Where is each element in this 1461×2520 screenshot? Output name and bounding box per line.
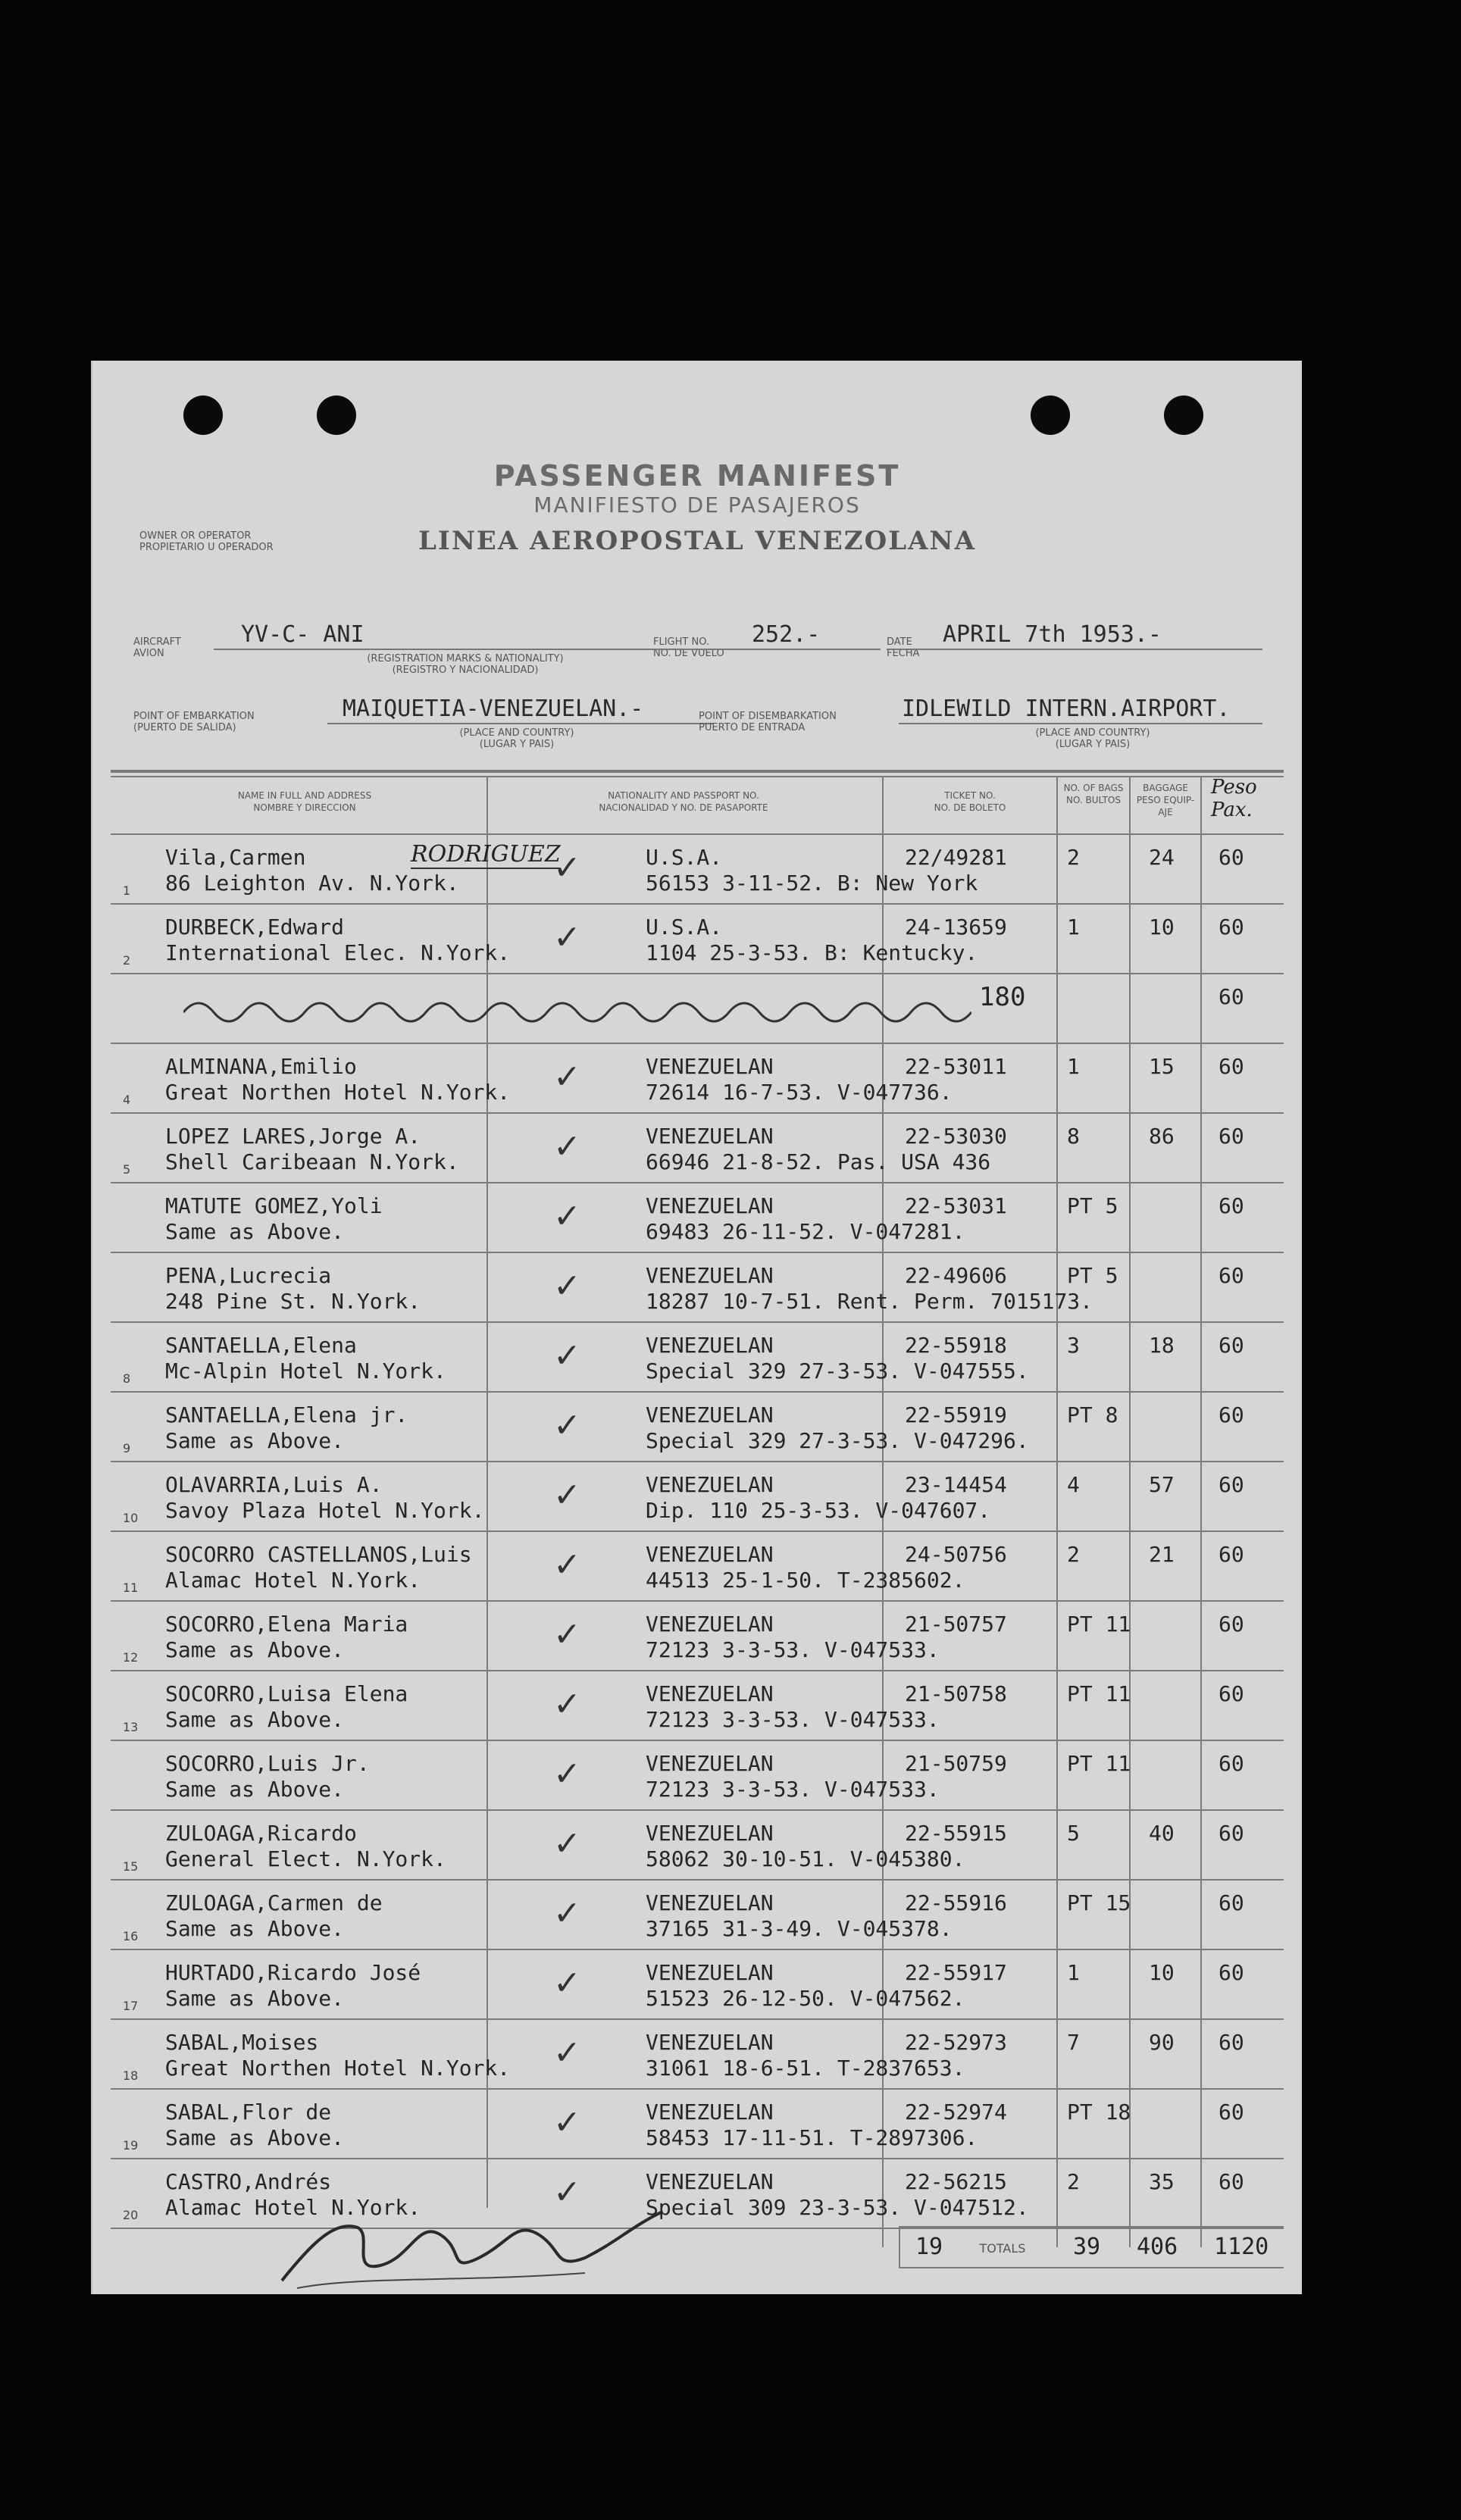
cell-bags: 1 — [1067, 915, 1080, 940]
cell-passport: 58062 30-10-51. V-045380. — [646, 1846, 965, 1871]
cell-passport: 69483 26-11-52. V-047281. — [646, 1219, 965, 1244]
cell-bags: 1 — [1067, 1054, 1080, 1079]
row-number: 17 — [123, 1999, 139, 2013]
check-mark: ✓ — [553, 1337, 581, 1375]
row-rule — [111, 1321, 1284, 1323]
totals-baggage: 406 — [1137, 2234, 1178, 2260]
cell-wt: 40 — [1149, 1821, 1175, 1846]
totals-bottom-rule — [899, 2267, 1284, 2268]
cell-bags: 7 — [1067, 2030, 1080, 2055]
check-mark: ✓ — [553, 2173, 581, 2212]
column-divider — [1129, 776, 1131, 2247]
row-number: 1 — [123, 883, 131, 898]
column-header-nationality — [494, 789, 873, 814]
cell-bags: PT 11 — [1067, 1612, 1131, 1637]
column-header-baggage-es: PESO EQUIP-AJE — [1136, 795, 1195, 818]
row-rule — [111, 1112, 1284, 1114]
column-header-ticket-en: TICKET NO. — [944, 790, 996, 801]
cell-wt: 24 — [1149, 845, 1175, 870]
check-mark: ✓ — [553, 1685, 581, 1724]
row-rule — [111, 1461, 1284, 1462]
cell-wt: 18 — [1149, 1333, 1175, 1358]
row-number: 9 — [123, 1441, 131, 1455]
signature-scrawl — [267, 2197, 691, 2296]
row-number: 20 — [123, 2208, 139, 2222]
cell-passport: 44513 25-1-50. T-2385602. — [646, 1568, 965, 1593]
row-number: 5 — [123, 1162, 131, 1177]
cell-ticket: 22-56215 — [905, 2169, 1007, 2194]
check-mark: ✓ — [553, 1197, 581, 1236]
check-mark: ✓ — [553, 1755, 581, 1793]
flight-underline — [653, 649, 881, 650]
row-rule — [111, 1252, 1284, 1253]
cell-passport: 56153 3-11-52. B: New York — [646, 871, 978, 896]
row-rule — [111, 973, 1284, 974]
cell-nat: VENEZUELAN — [646, 2169, 774, 2194]
row-rule — [111, 1391, 1284, 1393]
cell-pax: 60 — [1219, 984, 1244, 1009]
cell-nat: VENEZUELAN — [646, 1472, 774, 1497]
cell-ticket: 22-55917 — [905, 1960, 1007, 1985]
row-rule — [111, 1879, 1284, 1881]
cell-pax: 60 — [1219, 2169, 1244, 2194]
cell-name: ALMINANA,Emilio — [165, 1054, 357, 1079]
cell-address: Same as Above. — [165, 1707, 345, 1732]
punch-hole — [1164, 396, 1203, 435]
cell-ticket: 22/49281 — [905, 845, 1007, 870]
cell-address: Same as Above. — [165, 1777, 345, 1802]
row-rule — [111, 1670, 1284, 1671]
cell-nat: VENEZUELAN — [646, 1263, 774, 1288]
table-top-rule — [111, 770, 1284, 773]
cell-ticket: 22-55919 — [905, 1402, 1007, 1427]
cell-bags: 2 — [1067, 2169, 1080, 2194]
column-header-ticket-es: NO. DE BOLETO — [934, 802, 1006, 813]
column-header-baggage — [1132, 782, 1199, 818]
check-mark: ✓ — [553, 1824, 581, 1863]
table-header-rule — [111, 833, 1284, 835]
cell-address: Same as Above. — [165, 1219, 345, 1244]
cell-nat: VENEZUELAN — [646, 1542, 774, 1567]
cell-nat: VENEZUELAN — [646, 1960, 774, 1985]
cell-bags: PT 15 — [1067, 1890, 1131, 1915]
column-header-pax-weight: Peso Pax. — [1211, 776, 1257, 821]
cell-wt: 10 — [1149, 915, 1175, 940]
column-header-ticket — [885, 789, 1055, 814]
cell-address: Shell Caribeaan N.York. — [165, 1149, 459, 1174]
cell-passport: 72614 16-7-53. V-047736. — [646, 1080, 953, 1105]
cell-passport: 72123 3-3-53. V-047533. — [646, 1707, 940, 1732]
cell-bags: PT 18 — [1067, 2099, 1131, 2124]
cell-pax: 60 — [1219, 1751, 1244, 1776]
row-rule — [111, 1600, 1284, 1602]
totals-count: 19 — [915, 2234, 943, 2260]
cell-pax: 60 — [1219, 845, 1244, 870]
flight-label-en: FLIGHT NO. — [653, 636, 710, 648]
cell-pax: 60 — [1219, 1054, 1244, 1079]
cell-nat: VENEZUELAN — [646, 1124, 774, 1149]
cell-nat: VENEZUELAN — [646, 1681, 774, 1706]
cell-pax: 60 — [1219, 1681, 1244, 1706]
totals-bags: 39 — [1073, 2234, 1101, 2260]
cell-wt: 57 — [1149, 1472, 1175, 1497]
aircraft-value: YV-C- ANI — [241, 621, 364, 648]
check-mark: ✓ — [553, 1406, 581, 1445]
cell-address: Same as Above. — [165, 1428, 345, 1453]
cell-pax: 60 — [1219, 1542, 1244, 1567]
cell-pax: 60 — [1219, 1402, 1244, 1427]
totals-label: TOTALS — [979, 2241, 1026, 2256]
cell-nat: U.S.A. — [646, 845, 723, 870]
check-mark: ✓ — [553, 849, 581, 887]
cell-bags: 4 — [1067, 1472, 1080, 1497]
column-divider — [1200, 776, 1202, 2247]
check-mark: ✓ — [553, 1058, 581, 1096]
check-mark: ✓ — [553, 1964, 581, 2003]
disembark-place-label-en: (PLACE AND COUNTRY) — [1035, 727, 1150, 739]
cell-nat: VENEZUELAN — [646, 1890, 774, 1915]
table-top-rule-2 — [111, 776, 1284, 777]
row-number: 13 — [123, 1720, 139, 1734]
row-number: 15 — [123, 1859, 139, 1874]
cell-passport: Special 329 27-3-53. V-047296. — [646, 1428, 1029, 1453]
row-rule — [111, 2088, 1284, 2090]
column-divider — [1056, 776, 1058, 2247]
disembark-underline — [899, 723, 1262, 724]
cell-nat: VENEZUELAN — [646, 1821, 774, 1846]
cell-address: Same as Above. — [165, 1916, 345, 1941]
cell-name: SABAL,Flor de — [165, 2099, 332, 2124]
row-number: 18 — [123, 2068, 139, 2083]
cell-bags: PT 5 — [1067, 1193, 1118, 1218]
cell-pax: 60 — [1219, 1193, 1244, 1218]
cell-name: PENA,Lucrecia — [165, 1263, 332, 1288]
row-rule — [111, 1949, 1284, 1950]
cell-ticket: 22-49606 — [905, 1263, 1007, 1288]
cell-pax: 60 — [1219, 1124, 1244, 1149]
check-mark: ✓ — [553, 2103, 581, 2142]
cell-ticket: 22-53011 — [905, 1054, 1007, 1079]
cell-address: Mc-Alpin Hotel N.York. — [165, 1358, 446, 1383]
cell-passport: 66946 21-8-52. Pas. USA 436 — [646, 1149, 991, 1174]
column-header-name-en: NAME IN FULL AND ADDRESS — [237, 790, 372, 801]
cell-passport: Special 329 27-3-53. V-047555. — [646, 1358, 1029, 1383]
row-number: 10 — [123, 1511, 139, 1525]
totals-pax-weight: 1120 — [1214, 2234, 1269, 2260]
flight-label-es: NO. DE VUELO — [653, 648, 724, 659]
column-header-nationality-en: NATIONALITY AND PASSPORT NO. — [608, 790, 759, 801]
cell-address: Alamac Hotel N.York. — [165, 1568, 421, 1593]
cell-wt: 21 — [1149, 1542, 1175, 1567]
cell-name: SANTAELLA,Elena jr. — [165, 1402, 408, 1427]
cell-bags: 1 — [1067, 1960, 1080, 1985]
registration-label-es: (REGISTRO Y NACIONALIDAD) — [392, 664, 539, 676]
column-header-baggage-en: BAGGAGE — [1143, 783, 1188, 793]
owner-label — [139, 530, 274, 553]
row-number: 2 — [123, 953, 131, 968]
cell-ticket: 24-13659 — [905, 915, 1007, 940]
embark-label-en: POINT OF EMBARKATION — [133, 711, 255, 722]
cell-bags: PT 8 — [1067, 1402, 1118, 1427]
cell-name: SANTAELLA,Elena — [165, 1333, 357, 1358]
cell-name: SOCORRO CASTELLANOS,Luis — [165, 1542, 472, 1567]
embark-place-label-en: (PLACE AND COUNTRY) — [459, 727, 574, 739]
cell-name: ZULOAGA,Carmen de — [165, 1890, 383, 1915]
cell-ticket: 21-50758 — [905, 1681, 1007, 1706]
cell-address: Great Northen Hotel N.York. — [165, 2056, 511, 2081]
cell-name: CASTRO,Andrés — [165, 2169, 332, 2194]
cell-pax: 60 — [1219, 1890, 1244, 1915]
cell-pax: 60 — [1219, 1612, 1244, 1637]
cell-address: Alamac Hotel N.York. — [165, 2195, 421, 2220]
cell-address: Same as Above. — [165, 1637, 345, 1662]
embark-label-es: (PUERTO DE SALIDA) — [133, 722, 236, 733]
check-mark: ✓ — [553, 1546, 581, 1584]
check-mark: ✓ — [553, 1267, 581, 1305]
cell-name: SOCORRO,Elena Maria — [165, 1612, 408, 1637]
cell-nat: VENEZUELAN — [646, 1612, 774, 1637]
cell-bags: PT 5 — [1067, 1263, 1118, 1288]
disembark-value: IDLEWILD INTERN.AIRPORT. — [902, 696, 1231, 722]
manifest-sheet — [91, 361, 1302, 2294]
date-label-en: DATE — [887, 636, 912, 648]
cell-name: SOCORRO,Luisa Elena — [165, 1681, 408, 1706]
cell-nat: VENEZUELAN — [646, 1402, 774, 1427]
aircraft-label-es: AVION — [133, 648, 164, 659]
flight-no-value: 252.- — [752, 621, 821, 648]
cell-wt: 15 — [1149, 1054, 1175, 1079]
punch-hole — [183, 396, 223, 435]
cell-wt: 86 — [1149, 1124, 1175, 1149]
embark-label — [133, 711, 255, 733]
row-number: 19 — [123, 2138, 139, 2153]
cell-bags: PT 11 — [1067, 1681, 1131, 1706]
column-header-name-es: NOMBRE Y DIRECCION — [253, 802, 356, 813]
cell-address: Same as Above. — [165, 2125, 345, 2150]
row-rule — [111, 1530, 1284, 1532]
registration-label — [291, 653, 640, 676]
disembark-label-es: PUERTO DE ENTRADA — [699, 722, 806, 733]
embark-place-label-es: (LUGAR Y PAIS) — [479, 739, 555, 750]
deletion-wave-path — [183, 1003, 971, 1021]
row-number: 16 — [123, 1929, 139, 1943]
cell-passport: 1104 25-3-53. B: Kentucky. — [646, 940, 978, 965]
cell-name: SOCORRO,Luis Jr. — [165, 1751, 370, 1776]
cell-bags: 2 — [1067, 1542, 1080, 1567]
row-number: 11 — [123, 1580, 139, 1595]
totals-top-rule — [899, 2226, 1284, 2228]
cell-wt: 35 — [1149, 2169, 1175, 2194]
cell-name: MATUTE GOMEZ,Yoli — [165, 1193, 383, 1218]
cell-address: General Elect. N.York. — [165, 1846, 446, 1871]
cell-ticket: 24-50756 — [905, 1542, 1007, 1567]
owner-label-es: PROPIETARIO U OPERADOR — [139, 542, 274, 553]
punch-hole — [317, 396, 356, 435]
cell-address: Same as Above. — [165, 1986, 345, 2011]
cell-pax: 60 — [1219, 1960, 1244, 1985]
date-label-es: FECHA — [887, 648, 920, 659]
row-rule — [111, 2018, 1284, 2020]
cell-nat: VENEZUELAN — [646, 1193, 774, 1218]
aircraft-underline — [214, 649, 699, 650]
cell-ticket: 22-53031 — [905, 1193, 1007, 1218]
cell-pax: 60 — [1219, 1472, 1244, 1497]
embark-place-label — [380, 727, 653, 750]
check-mark: ✓ — [553, 1615, 581, 1654]
cell-nat: VENEZUELAN — [646, 2030, 774, 2055]
column-header-bags-es: NO. BULTOS — [1065, 795, 1121, 805]
aircraft-label — [133, 636, 181, 659]
cell-nat: VENEZUELAN — [646, 1333, 774, 1358]
row-rule — [111, 2158, 1284, 2159]
cell-nat: VENEZUELAN — [646, 2099, 774, 2124]
manifest-title: PASSENGER MANIFEST — [493, 459, 901, 492]
cell-ticket: 21-50757 — [905, 1612, 1007, 1637]
cell-passport: 18287 10-7-51. Rent. Perm. 7015173. — [646, 1289, 1093, 1314]
check-mark: ✓ — [553, 1476, 581, 1515]
cell-wt: 90 — [1149, 2030, 1175, 2055]
row-rule — [111, 1740, 1284, 1741]
cell-name: HURTADO,Ricardo José — [165, 1960, 421, 1985]
row-rule — [111, 1182, 1284, 1183]
disembark-label — [699, 711, 837, 733]
cell-address: 248 Pine St. N.York. — [165, 1289, 421, 1314]
cell-ticket: 21-50759 — [905, 1751, 1007, 1776]
date-underline — [887, 649, 1262, 650]
cell-ticket: 22-52973 — [905, 2030, 1007, 2055]
row-rule — [111, 1809, 1284, 1811]
cell-wt: 10 — [1149, 1960, 1175, 1985]
cell-pax: 60 — [1219, 915, 1244, 940]
cell-passport: 37165 31-3-49. V-045378. — [646, 1916, 953, 1941]
handwritten-surname: RODRIGUEZ — [411, 841, 561, 868]
cell-name: ZULOAGA,Ricardo — [165, 1821, 357, 1846]
airline-name: LINEA AEROPOSTAL VENEZOLANA — [418, 526, 976, 556]
cell-bags: 5 — [1067, 1821, 1080, 1846]
cell-name: Vila,Carmen — [165, 845, 306, 870]
cell-ticket: 22-55916 — [905, 1890, 1007, 1915]
row-number: 8 — [123, 1371, 131, 1386]
cell-pax: 60 — [1219, 2099, 1244, 2124]
cell-passport: 72123 3-3-53. V-047533. — [646, 1637, 940, 1662]
cell-pax: 60 — [1219, 1263, 1244, 1288]
cell-ticket: 22-53030 — [905, 1124, 1007, 1149]
cell-passport: 58453 17-11-51. T-2897306. — [646, 2125, 978, 2150]
cell-name: SABAL,Moises — [165, 2030, 319, 2055]
cell-bags: 3 — [1067, 1333, 1080, 1358]
cell-address: Savoy Plaza Hotel N.York. — [165, 1498, 485, 1523]
check-mark: ✓ — [553, 2034, 581, 2072]
owner-label-en: OWNER OR OPERATOR — [139, 530, 252, 542]
deletion-wave-line — [183, 990, 971, 1035]
punch-hole — [1031, 396, 1070, 435]
cell-pax: 60 — [1219, 1333, 1244, 1358]
registration-label-en: (REGISTRATION MARKS & NATIONALITY) — [367, 653, 564, 664]
aircraft-label-en: AIRCRAFT — [133, 636, 181, 648]
cell-address: International Elec. N.York. — [165, 940, 511, 965]
cell-pax: 60 — [1219, 2030, 1244, 2055]
column-header-bags-en: NO. OF BAGS — [1063, 783, 1124, 793]
cell-name: OLAVARRIA,Luis A. — [165, 1472, 383, 1497]
date-value: APRIL 7th 1953.- — [943, 621, 1162, 648]
cell-nat: VENEZUELAN — [646, 1054, 774, 1079]
totals-left-border — [899, 2226, 900, 2267]
cell-ticket: 22-52974 — [905, 2099, 1007, 2124]
embark-underline — [327, 723, 714, 724]
cell-pax: 60 — [1219, 1821, 1244, 1846]
disembark-place-label-es: (LUGAR Y PAIS) — [1055, 739, 1131, 750]
check-mark: ✓ — [553, 918, 581, 957]
column-header-nationality-es: NACIONALIDAD Y NO. DE PASAPORTE — [599, 802, 768, 813]
disembark-place-label — [941, 727, 1244, 750]
cell-passport: 72123 3-3-53. V-047533. — [646, 1777, 940, 1802]
disembark-label-en: POINT OF DISEMBARKATION — [699, 711, 837, 722]
row-number: 12 — [123, 1650, 139, 1665]
check-mark: ✓ — [553, 1894, 581, 1933]
flight-label — [653, 636, 724, 659]
cell-passport: Special 309 23-3-53. V-047512. — [646, 2195, 1029, 2220]
manifest-subtitle: MANIFIESTO DE PASAJEROS — [533, 492, 861, 517]
row-number: 4 — [123, 1093, 131, 1107]
cell-nat: U.S.A. — [646, 915, 723, 940]
cell-bags: PT 11 — [1067, 1751, 1131, 1776]
check-mark: ✓ — [553, 1127, 581, 1166]
cell-bags: 8 — [1067, 1124, 1080, 1149]
cell-ticket: 23-14454 — [905, 1472, 1007, 1497]
cell-ticket: 22-55918 — [905, 1333, 1007, 1358]
cell-passport: Dip. 110 25-3-53. V-047607. — [646, 1498, 991, 1523]
embark-value: MAIQUETIA-VENEZUELAN.- — [343, 696, 644, 722]
cell-passport: 51523 26-12-50. V-047562. — [646, 1986, 965, 2011]
cell-address: Great Northen Hotel N.York. — [165, 1080, 511, 1105]
cell-ticket: 22-55915 — [905, 1821, 1007, 1846]
cell-nat: VENEZUELAN — [646, 1751, 774, 1776]
cell-passport: 31061 18-6-51. T-2837653. — [646, 2056, 965, 2081]
cell-name: LOPEZ LARES,Jorge A. — [165, 1124, 421, 1149]
cell-name: DURBECK,Edward — [165, 915, 345, 940]
column-header-bags — [1059, 782, 1128, 806]
date-label — [887, 636, 919, 659]
column-header-name — [138, 789, 471, 814]
cell-address: 86 Leighton Av. N.York. — [165, 871, 459, 896]
row-rule — [111, 1043, 1284, 1044]
row-rule — [111, 903, 1284, 905]
cell-bags: 2 — [1067, 845, 1080, 870]
cell-ticket: 180 — [979, 982, 1026, 1012]
